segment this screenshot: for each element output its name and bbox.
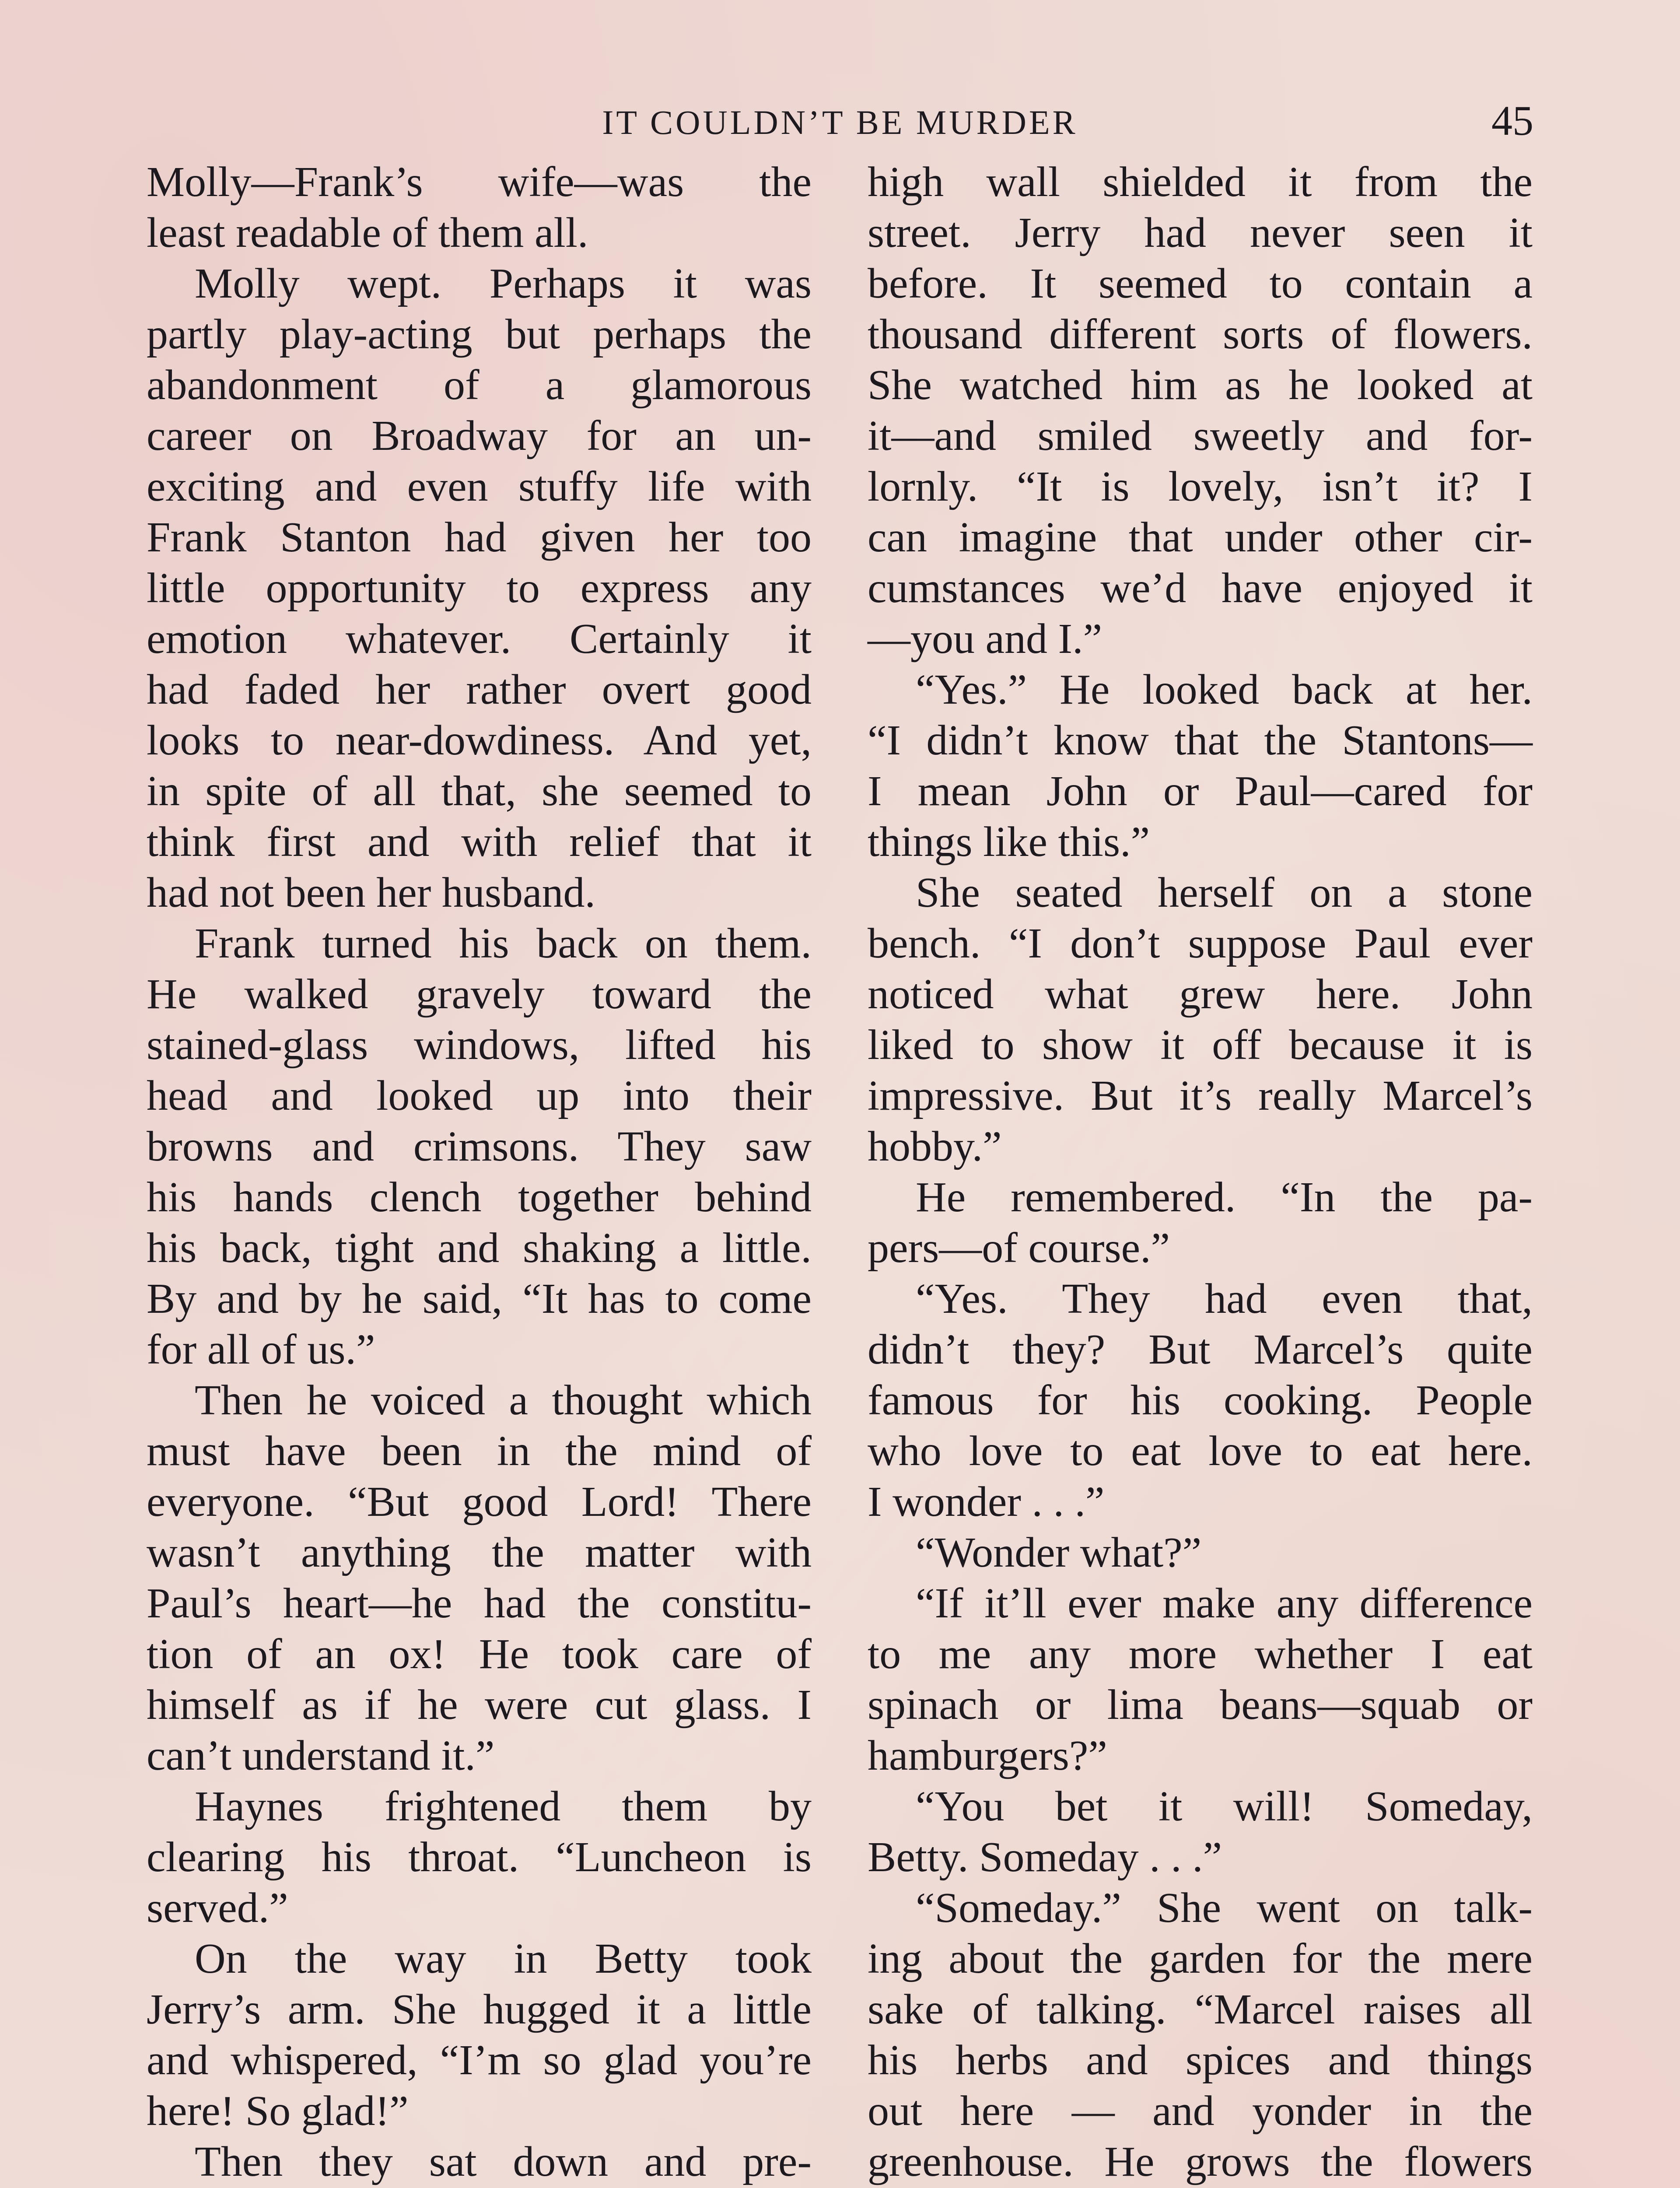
text-line: didn’t they? But Marcel’s quite [868, 1326, 1533, 1373]
text-line: impressive. But it’s really Marcel’s [868, 1072, 1533, 1119]
text-line: Paul’s heart—he had the constitu- [147, 1580, 812, 1627]
text-line: liked to show it off because it is [868, 1021, 1533, 1069]
text-line: stained-glass windows, lifted his [147, 1021, 812, 1069]
text-line: his back, tight and shaking a little. [147, 1224, 812, 1272]
text-line: little opportunity to express any [147, 565, 812, 612]
text-line: “If it’ll ever make any difference [916, 1580, 1533, 1627]
text-line: high wall shielded it from the [868, 158, 1533, 206]
text-line: street. Jerry had never seen it [868, 209, 1533, 256]
text-line: On the way in Betty took [195, 1935, 812, 1982]
running-head [147, 98, 1533, 147]
text-line: Then they sat down and pre- [195, 2138, 812, 2185]
text-line: had not been her husband. [147, 869, 595, 916]
text-line: bench. “I don’t suppose Paul ever [868, 920, 1533, 967]
text-line: his herbs and spices and things [868, 2037, 1533, 2084]
text-line: can imagine that under other cir- [868, 514, 1533, 561]
text-line: out here — and yonder in the [868, 2087, 1533, 2135]
text-line: who love to eat love to eat here. [868, 1427, 1533, 1475]
text-line: Jerry’s arm. She hugged it a little [147, 1986, 812, 2033]
text-line: —you and I.” [868, 615, 1102, 663]
text-line: “Yes. They had even that, [916, 1275, 1533, 1322]
text-line: hobby.” [868, 1123, 1002, 1170]
text-line: can’t understand it.” [147, 1732, 495, 1779]
text-line: famous for his cooking. People [868, 1377, 1533, 1424]
text-line: head and looked up into their [147, 1072, 812, 1119]
text-line: Frank turned his back on them. [195, 920, 812, 967]
text-line: exciting and even stuffy life with [147, 463, 812, 510]
text-line: “I didn’t know that the Stantons— [868, 717, 1533, 764]
text-line: served.” [147, 1884, 288, 1932]
text-line: greenhouse. He grows the flowers [868, 2138, 1533, 2185]
text-line: He walked gravely toward the [147, 971, 812, 1018]
text-line: his hands clench together behind [147, 1174, 812, 1221]
text-line: in spite of all that, she seemed to [147, 768, 812, 815]
text-line: must have been in the mind of [147, 1427, 812, 1475]
text-line: hamburgers?” [868, 1732, 1107, 1779]
text-line: for all of us.” [147, 1326, 375, 1373]
text-line: thousand different sorts of flowers. [868, 311, 1533, 358]
text-line: here! So glad!” [147, 2087, 409, 2135]
left-text-column [147, 157, 812, 2188]
text-line: He remembered. “In the pa- [916, 1174, 1533, 1221]
text-line: noticed what grew here. John [868, 971, 1533, 1018]
text-line: She watched him as he looked at [868, 361, 1533, 409]
text-line: “Wonder what?” [916, 1529, 1202, 1576]
text-line: Molly wept. Perhaps it was [195, 260, 812, 307]
text-line: wasn’t anything the matter with [147, 1529, 812, 1576]
text-line: cumstances we’d have enjoyed it [868, 565, 1533, 612]
text-line: and whispered, “I’m so glad you’re [147, 2037, 812, 2084]
text-line: Betty. Someday . . .” [868, 1834, 1222, 1881]
text-line: things like this.” [868, 818, 1150, 866]
text-line: I wonder . . .” [868, 1478, 1105, 1525]
text-line: tion of an ox! He took care of [147, 1630, 812, 1678]
text-line: lornly. “It is lovely, isn’t it? I [868, 463, 1533, 510]
text-line: to me any more whether I eat [868, 1630, 1533, 1678]
text-line: Haynes frightened them by [195, 1783, 812, 1830]
text-line: career on Broadway for an un- [147, 412, 812, 459]
running-title: IT COULDN’T BE MURDER [602, 103, 1078, 141]
text-line: “You bet it will! Someday, [916, 1783, 1533, 1830]
text-line: Molly—Frank’s wife—was the [147, 158, 812, 206]
text-line: himself as if he were cut glass. I [147, 1681, 812, 1729]
text-line: abandonment of a glamorous [147, 361, 812, 409]
text-line: it—and smiled sweetly and for- [868, 412, 1533, 459]
text-line: clearing his throat. “Luncheon is [147, 1834, 812, 1881]
text-line: By and by he said, “It has to come [147, 1275, 812, 1322]
text-line: pers—of course.” [868, 1224, 1170, 1272]
text-line: browns and crimsons. They saw [147, 1123, 812, 1170]
text-line: She seated herself on a stone [916, 869, 1533, 916]
text-line: before. It seemed to contain a [868, 260, 1533, 307]
text-line: Then he voiced a thought which [195, 1377, 812, 1424]
text-line: everyone. “But good Lord! There [147, 1478, 812, 1525]
text-line: I mean John or Paul—cared for [868, 768, 1533, 815]
page-number: 45 [1491, 97, 1533, 144]
text-line: Frank Stanton had given her too [147, 514, 812, 561]
text-line: sake of talking. “Marcel raises all [868, 1986, 1533, 2033]
text-line: emotion whatever. Certainly it [147, 615, 812, 663]
text-line: looks to near-dowdiness. And yet, [147, 717, 812, 764]
right-text-column [868, 157, 1533, 2188]
text-line: “Someday.” She went on talk- [916, 1884, 1533, 1932]
text-line: least readable of them all. [147, 209, 588, 256]
text-line: had faded her rather overt good [147, 666, 812, 713]
text-line: ing about the garden for the mere [868, 1935, 1533, 1982]
text-line: think first and with relief that it [147, 818, 812, 866]
text-line: partly play-acting but perhaps the [147, 311, 812, 358]
text-line: spinach or lima beans—squab or [868, 1681, 1533, 1729]
text-line: “Yes.” He looked back at her. [916, 666, 1533, 713]
